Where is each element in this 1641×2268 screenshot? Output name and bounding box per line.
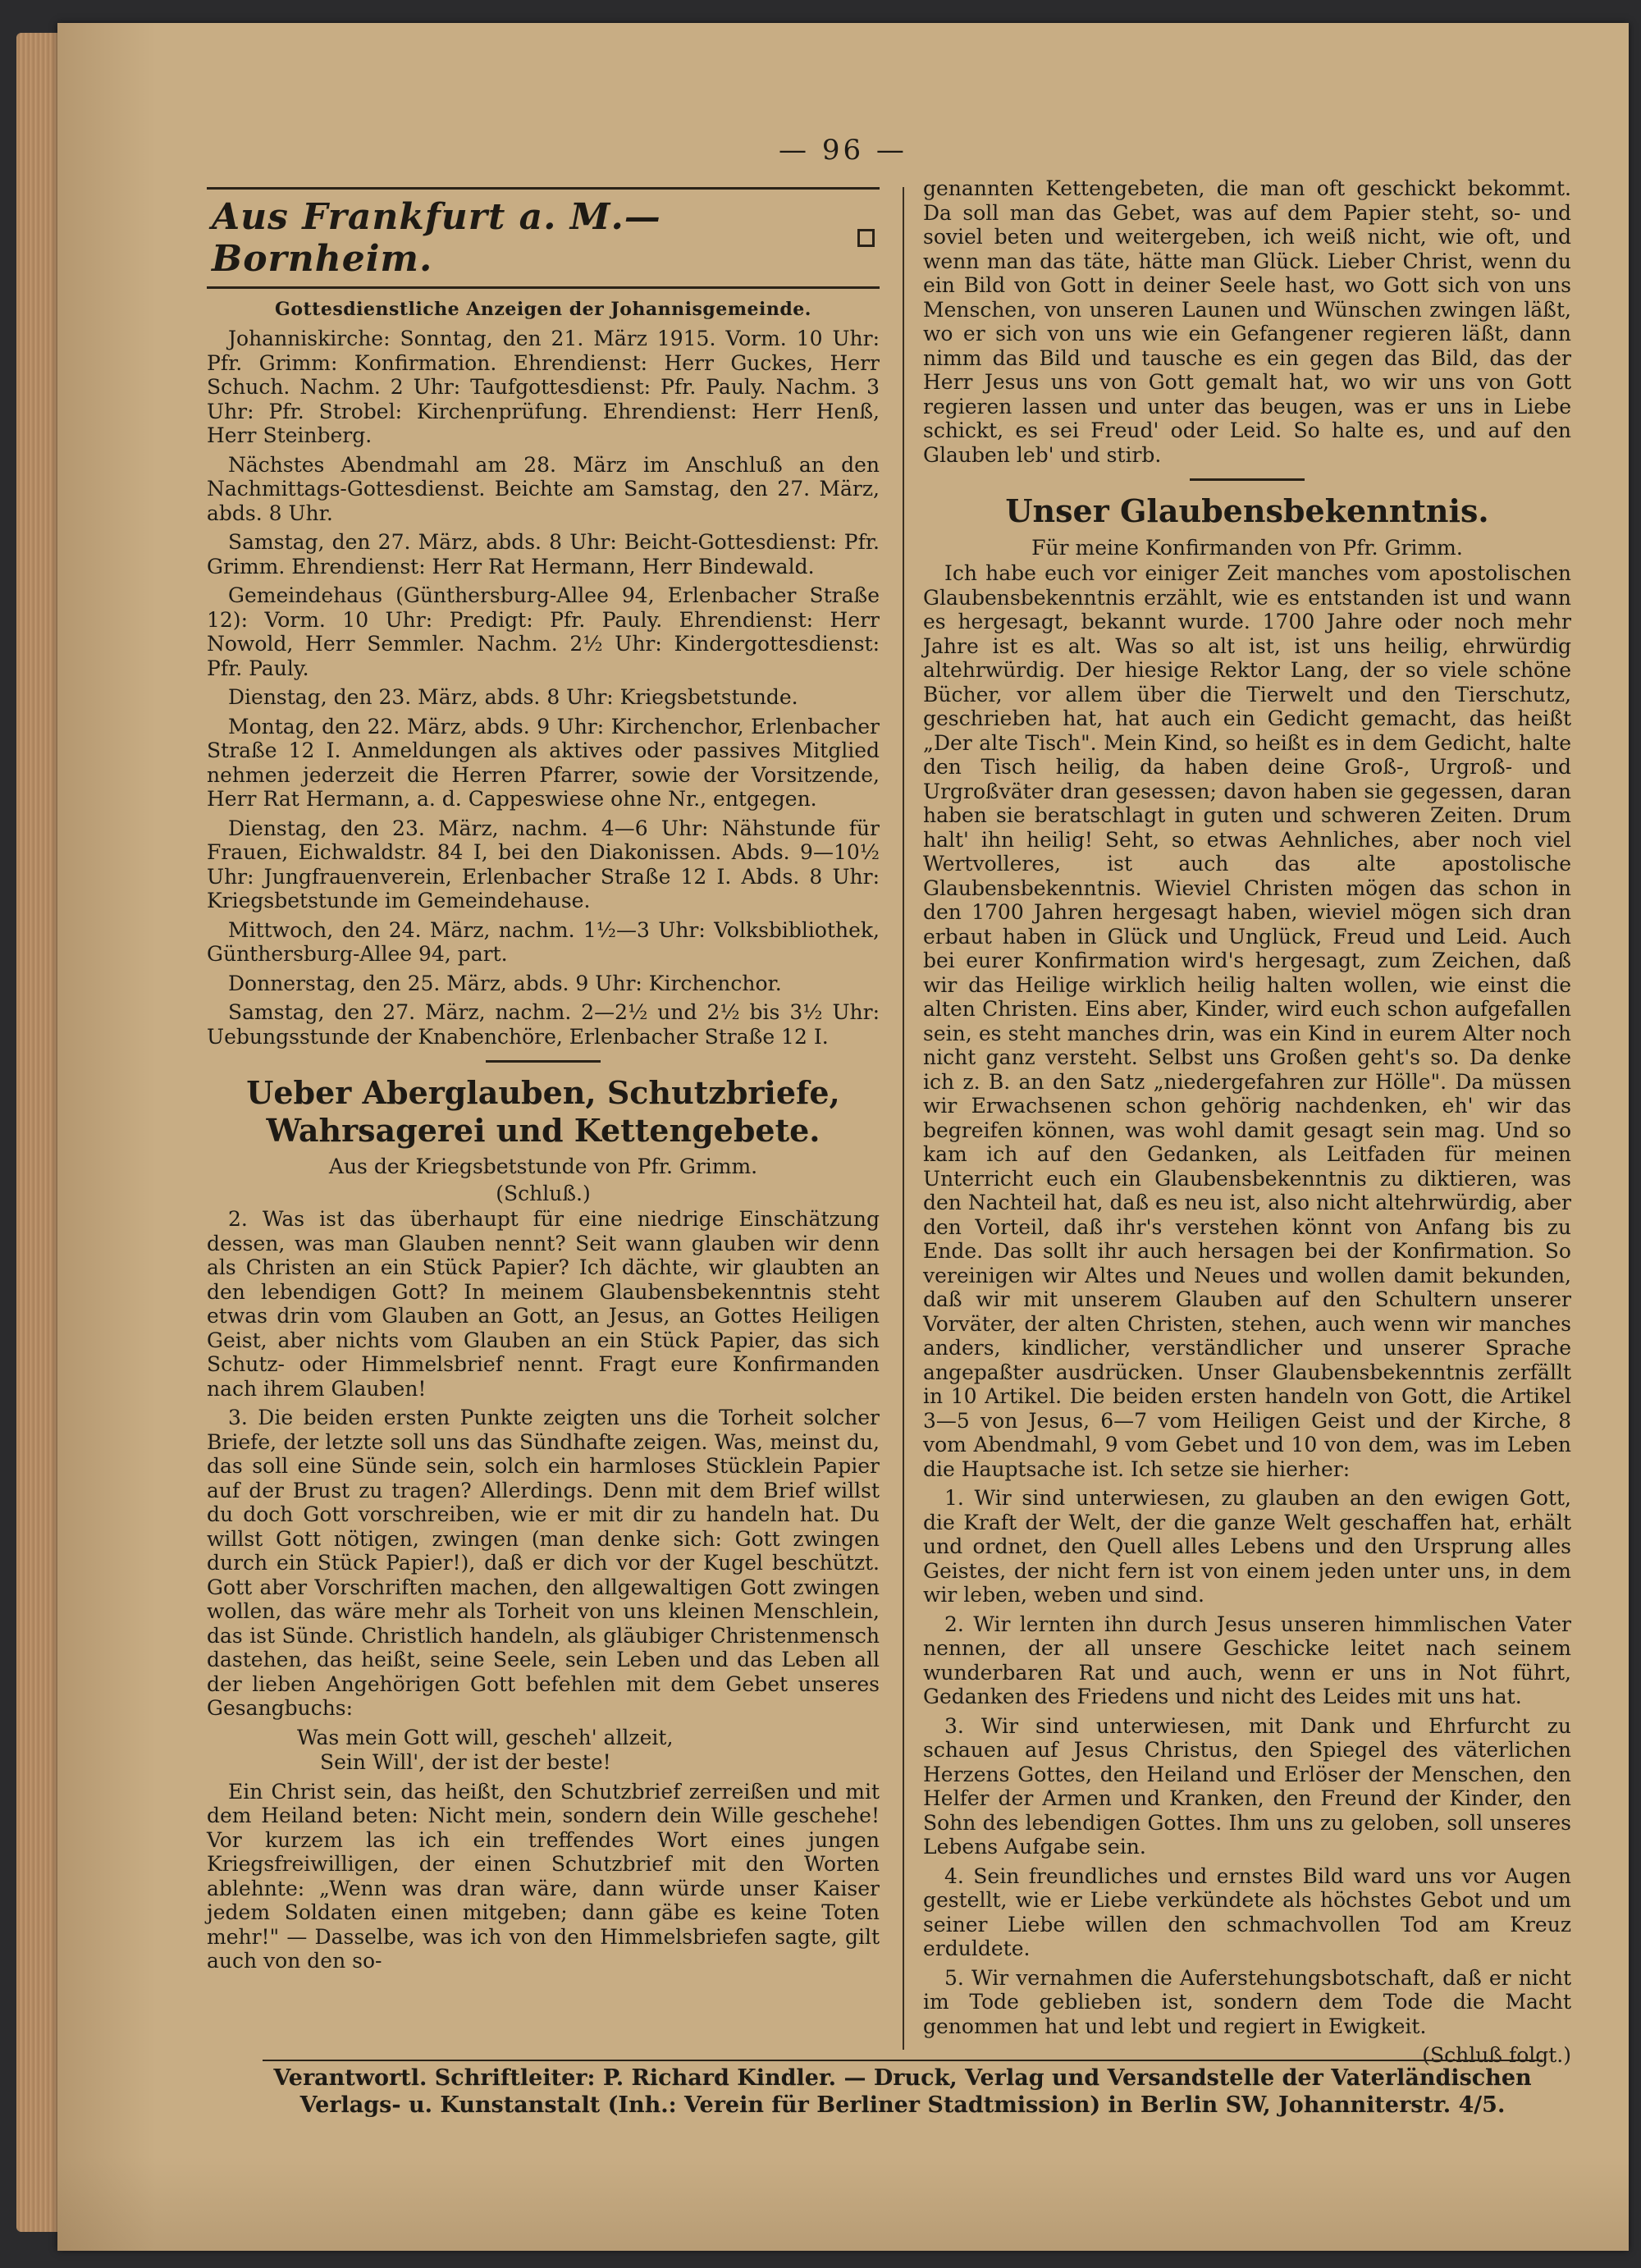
- announcement-paragraph: Johanniskirche: Sonntag, den 21. März 1915. Vorm. 10 Uhr: Pfr. Grimm: Konfirmation. Ehrendienst: Herr Guckes, Herr Schuch. Nachm. 2 Uhr: Taufgottesdienst: Pfr. Pauly. Nachm. 3 Uhr: Pfr. Strobel: Kirchenprüfung. Ehrendienst: Herr Henß, Herr Steinberg.: [207, 327, 880, 447]
- imprint-line: Verlags- u. Kunstanstalt (Inh.: Verein für Berliner Stadtmission) in Berlin SW, Johanniterstr. 4/5.: [299, 2092, 1506, 2118]
- article-paragraph: 3. Die beiden ersten Punkte zeigten uns die Torheit solcher Briefe, der letzte soll uns das Sündhafte zeigen. Was, meinst du, das soll eine Sünde sein, solch ein harmloses Stücklein Papier auf der Brust zu tragen? Allerdings. Denn mit dem Brief willst du doch Gott vorschreiben, wie er mit dir zu handeln hat. Du willst Gott nötigen, zwingen (man denke sich: Gott zwingen durch ein Stück Papier!), daß er dich vor der Kugel beschützt. Gott aber Vorschriften machen, den allgewaltigen Gott zwingen wollen, das wäre mehr als Torheit von uns kleinen Menschlein, das ist Sünde. Christlich handeln, als gläubiger Christenmensch dastehen, das heißt, seine Seele, sein Leben und das Leben all der lieben Angehörigen Gott befehlen mit dem Gebet unseres Gesangbuchs:: [207, 1406, 880, 1721]
- article-title: Ueber Aberglauben, Schutzbriefe, Wahrsagerei und Kettengebete.: [246, 1074, 840, 1149]
- hymn-verse: [207, 1726, 880, 1775]
- announcement-paragraph: Mittwoch, den 24. März, nachm. 1½—3 Uhr: Volksbibliothek, Günthersburg-Allee 94, part.: [207, 917, 880, 966]
- section-divider: [486, 1060, 601, 1063]
- article-subtitle: Aus der Kriegsbetstunde von Pfr. Grimm.: [328, 1155, 758, 1179]
- creed-article: 2. Wir lernten ihn durch Jesus unseren himmlischen Vater nennen, der all unsere Geschicke leitet nach seinem wunderbaren Rat und auch, wenn er uns in Not führt, Gedanken des Friedens und nicht des Leides mit uns hat.: [923, 1612, 1571, 1709]
- section-divider: [1190, 478, 1305, 481]
- announcement-paragraph: Montag, den 22. März, abds. 9 Uhr: Kirchenchor, Erlenbacher Straße 12 I. Anmeldungen als aktives oder passives Mitglied nehmen jederzeit die Herren Pfarrer, sowie der Vorsitzende, Herr Rat Hermann, a. d. Cappeswiese ohne Nr., entgegen.: [207, 714, 880, 811]
- square-ornament-icon: [857, 229, 875, 247]
- masthead-title: Aus Frankfurt a. M.—Bornheim.: [212, 196, 661, 280]
- masthead: [207, 187, 880, 289]
- article-note: (Schluß.): [496, 1181, 591, 1205]
- article-paragraph: Ein Christ sein, das heißt, den Schutzbrief zerreißen und mit dem Heiland beten: Nicht mein, sondern dein Wille geschehe! Vor kurzem las ich ein treffendes Wort eines jungen Kriegsfreiwilligen, der einen Schutzbrief mit den Worten ablehnte: „Wenn was dran wäre, dann würde unser Kaiser jedem Soldaten einen mitgeben; dann gäbe es keine Toten mehr!" — Dasselbe, was ich von den Himmelsbriefen sagte, gilt auch von den so-: [207, 1779, 880, 1973]
- continued-paragraph: genannten Kettengebeten, die man oft geschickt bekommt. Da soll man das Gebet, was auf dem Papier steht, so- und soviel beten und weitergeben, ich weiß nicht, wie oft, und wenn man das täte, hätte man Glück. Lieber Christ, wenn du ein Bild von Gott in deiner Seele hast, wo Gott sich von uns Menschen, von unseren Launen und Wünschen zwingen läßt, wo er sich von uns wie ein Gefangener regieren läßt, dann nimm das Bild und tausche es ein gegen das Bild, das der Herr Jesus uns von Gott gemalt hat, wo wir uns von Gott regieren lassen und unter das beugen, was er uns in Liebe schickt, es sei Freud' oder Leid. So halte es, und auf den Glauben leb' und stirb.: [923, 176, 1571, 467]
- verse-line: Was mein Gott will, gescheh' allzeit,: [297, 1725, 674, 1749]
- announcement-paragraph: Dienstag, den 23. März, abds. 8 Uhr: Kriegsbetstunde.: [228, 685, 798, 709]
- announcement-paragraph: Dienstag, den 23. März, nachm. 4—6 Uhr: Nähstunde für Frauen, Eichwaldstr. 84 I, bei den Diakonissen. Abds. 9—10½ Uhr: Jungfrauenverein, Erlenbacher Straße 12 I. Abds. 8 Uhr: Kriegsbetstunde im Gemeindehause.: [207, 816, 880, 912]
- page-number: — 96 —: [779, 134, 907, 167]
- creed-article: 5. Wir vernahmen die Auferstehungsbotschaft, daß er nicht im Tode geblieben ist, sondern dem Tode die Macht genommen hat und lebt und regiert in Ewigkeit.: [923, 1965, 1571, 2038]
- closing-note: (Schluß folgt.): [1422, 2043, 1571, 2068]
- creed-article: 3. Wir sind unterwiesen, mit Dank und Ehrfurcht zu schauen auf Jesus Christus, den Spiegel des väterlichen Herzens Gottes, den Heiland und Erlöser der Menschen, den Helfer der Armen und Kranken, den Freund der Kinder, den Sohn des lebendigen Gottes. Ihm uns zu geloben, soll unseres Lebens Aufgabe sein.: [923, 1713, 1571, 1859]
- verse-line: Sein Will', der ist der beste!: [320, 1749, 611, 1774]
- section-heading: Gottesdienstliche Anzeigen der Johannisgemeinde.: [275, 299, 811, 320]
- creed-article: 1. Wir sind unterwiesen, zu glauben an den ewigen Gott, die Kraft der Welt, der die ganze Welt geschaffen hat, erhält und ordnet, den Quell alles Lebens und den Ursprung alles Geistes, der nicht fern ist von einem jeden unter uns, in dem wir leben, weben und sind.: [923, 1486, 1571, 1607]
- announcement-paragraph: Nächstes Abendmahl am 28. März im Anschluß an den Nachmittags-Gottesdienst. Beichte am Samstag, den 27. März, abds. 8 Uhr.: [207, 452, 880, 525]
- article-paragraph: 2. Was ist das überhaupt für eine niedrige Einschätzung dessen, was man Glauben nennt? Seit wann glauben wir denn als Christen an ein Stück Papier? Ich dächte, wir glaubten an den lebendigen Gott? In meinem Glaubensbekenntnis steht etwas drin vom Glauben an Gott, an Jesus, an Gottes Heiligen Geist, aber nichts vom Glauben an ein Stück Papier, das sich Schutz- oder Himmelsbrief nennt. Fragt eure Konfirmanden nach ihrem Glauben!: [207, 1207, 880, 1401]
- column-divider: [903, 187, 904, 2050]
- right-column: [923, 176, 1571, 2068]
- creed-article: 4. Sein freundliches und ernstes Bild ward uns vor Augen gestellt, wie er Liebe verkündete als höchstes Gebot und um seiner Liebe willen den schmachvollen Tod am Kreuz erduldete.: [923, 1863, 1571, 1961]
- announcement-paragraph: Samstag, den 27. März, nachm. 2—2½ und 2½ bis 3½ Uhr: Uebungsstunde der Knabenchöre, Erlenbacher Straße 12 I.: [207, 1000, 880, 1049]
- announcement-paragraph: Donnerstag, den 25. März, abds. 9 Uhr: Kirchenchor.: [228, 971, 782, 995]
- left-column: [207, 187, 880, 1978]
- imprint-line: Verantwortl. Schriftleiter: P. Richard Kindler. — Druck, Verlag und Versandstelle der Vaterländischen: [273, 2065, 1532, 2091]
- article-paragraph: Ich habe euch vor einiger Zeit manches vom apostolischen Glaubensbekenntnis erzählt, wie es entstanden ist und wann es hergesagt, bekannt wurde. 1700 Jahre oder noch mehr Jahre ist es alt. Was so alt ist, ist uns heilig, ehrwürdig altehrwürdig. Der hiesige Rektor Lang, der so viele schöne Bücher, vor allem über die Tierwelt und den Tierschutz, geschrieben hat, hat auch ein Gedicht gemacht, das heißt „Der alte Tisch". Mein Kind, so heißt es in dem Gedicht, halte den Tisch heilig, da haben deine Groß-, Urgroß- und Urgroßväter dran gesessen; davon haben sie gegessen, daran haben sie beratschlagt in guten und schweren Zeiten. Drum halt' ihn heilig! Seht, so etwas Aehnliches, aber noch viel Wertvolleres, ist auch das alte apostolische Glaubensbekenntnis. Wieviel Christen mögen das schon in den 1700 Jahren hergesagt haben, wieviel mögen sich dran erbaut haben in Glück und Unglück, Freud und Leid. Auch bei eurer Konfirmation wird's hergesagt, zum Zeichen, daß wir das Heilige wirklich heilig halten wollen, wie einst die alten Christen. Eins aber, Kinder, wird euch schon aufgefallen sein, es steht manches drin, was ein Kind in eurem Alter noch nicht ganz versteht. Selbst uns Großen geht's so. Da denke ich z. B. an den Satz „niedergefahren zur Hölle". Da müssen wir Erwachsenen schon gehörig nachdenken, eh' wir das begreifen können, was wohl damit gesagt sein mag. Und so kam ich auf den Gedanken, als Leitfaden für meinen Unterricht euch ein Glaubensbekenntnis zu diktieren, was den Nachteil hat, daß es neu ist, also nicht altehrwürdig, aber den Vorteil, daß ihr's verstehen könnt von Anfang bis zu Ende. Das sollt ihr auch hersagen bei der Konfirmation. So vereinigen wir Altes und Neues und wollen damit bekunden, daß wir mit unserem Glauben auf den Schultern unserer Vorväter, der alten Christen, stehen, auch wenn wir manches anders, kindlicher, verständlicher und unserer Sprache angepaßter ausdrücken. Unser Glaubensbekenntnis zerfällt in 10 Artikel. Die beiden ersten handeln von Gott, die Artikel 3—5 von Jesus, 6—7 vom Heiligen Geist und der Kirche, 8 vom Abendmahl, 9 vom Gebet und 10 von dem, was im Leben die Hauptsache ist. Ich setze sie hierher:: [923, 561, 1572, 1481]
- article-subtitle: Für meine Konfirmanden von Pfr. Grimm.: [1031, 535, 1463, 560]
- announcement-paragraph: Gemeindehaus (Günthersburg-Allee 94, Erlenbacher Straße 12): Vorm. 10 Uhr: Predigt: Pfr. Pauly. Ehrendienst: Herr Nowold, Herr Semmler. Nachm. 2½ Uhr: Kindergottesdienst: Pfr. Pauly.: [207, 583, 880, 680]
- article-title: Unser Glaubensbekenntnis.: [1005, 492, 1489, 529]
- imprint: [263, 2060, 1543, 2119]
- announcement-paragraph: Samstag, den 27. März, abds. 8 Uhr: Beicht-Gottesdienst: Pfr. Grimm. Ehrendienst: Herr Rat Hermann, Herr Bindewald.: [207, 530, 880, 578]
